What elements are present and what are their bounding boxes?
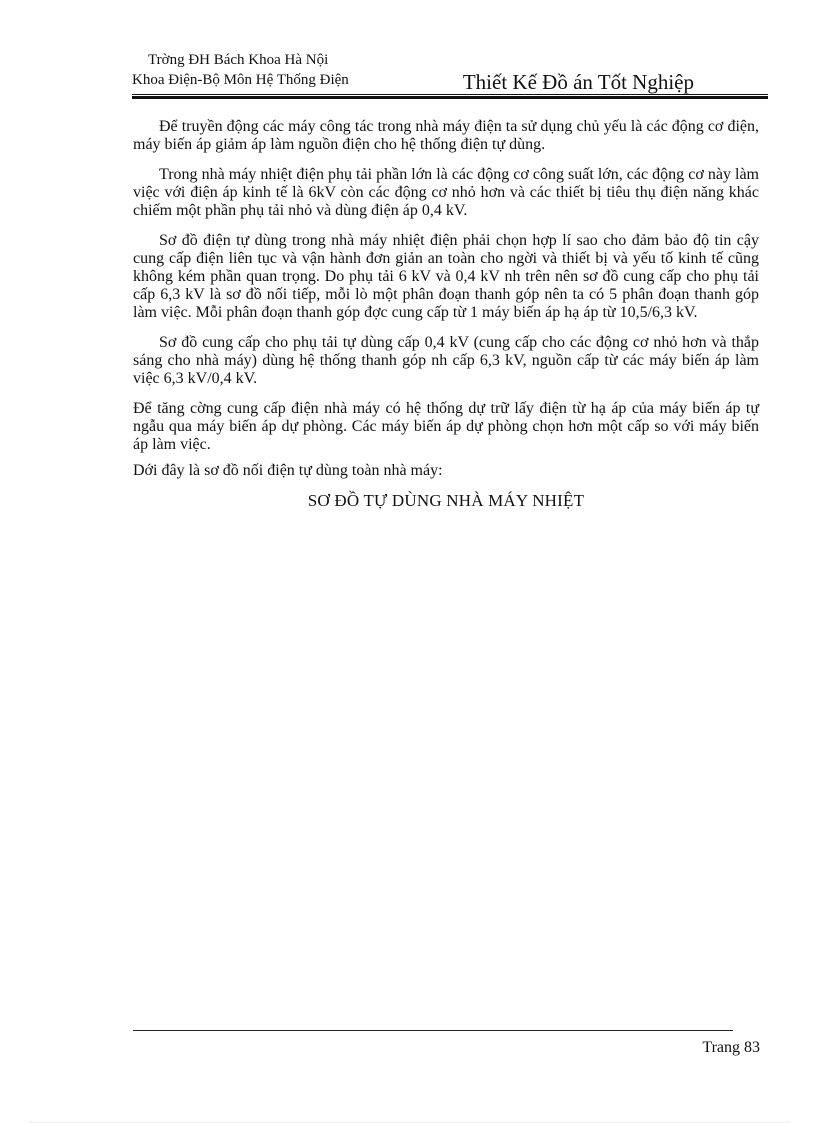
- paragraph: Sơ đồ cung cấp cho phụ tải tự dùng cấp 0,4 kV (cung cấp cho các động cơ nhỏ hơn và thắp sáng cho nhà máy) dùng hệ thống thanh góp nh cấp 6,3 kV, nguồn cấp từ các máy biến áp làm việc 6,3 kV/0,4 kV.: [133, 334, 759, 387]
- school-name: Trờng ĐH Bách Khoa Hà Nội: [148, 52, 329, 68]
- paragraph: Trong nhà máy nhiệt điện phụ tải phần lớn là các động cơ công suất lớn, các động cơ này làm việc với điện áp kinh tế là 6kV còn các động cơ nhỏ hơn và các thiết bị tiêu thụ điện năng khác chiếm một phần phụ tải nhỏ và dùng điện áp 0,4 kV.: [133, 166, 759, 219]
- paragraph: Sơ đồ điện tự dùng trong nhà máy nhiệt điện phải chọn hợp lí sao cho đảm bảo độ tin cậy cung cấp điện liên tục và vận hành đơn giản an toàn cho ngời và thiết bị và yếu tố kinh tế cũng không kém phần quan trọng. Do phụ tải 6 kV và 0,4 kV nh trên nên sơ đồ cung cấp cho phụ tải cấp 6,3 kV là sơ đồ nối tiếp, mỗi lò một phân đoạn thanh góp nên ta có 5 phân đoạn thanh góp làm việc. Mỗi phân đoạn thanh góp đợc cung cấp từ 1 máy biến áp hạ áp từ 10,5/6,3 kV.: [133, 232, 759, 321]
- header-rule-thin: [132, 94, 768, 95]
- paragraph: Để tăng cờng cung cấp điện nhà máy có hệ thống dự trữ lấy điện từ hạ áp của máy biến áp tự ngẫu qua máy biến áp dự phòng. Các máy biến áp dự phòng chọn hơn một cấp so với máy biến áp làm việc.: [133, 400, 759, 453]
- diagram-title: SƠ ĐỒ TỰ DÙNG NHÀ MÁY NHIỆT: [307, 491, 585, 510]
- page-number: Trang 83: [702, 1039, 760, 1056]
- footer-rule: [133, 1030, 733, 1031]
- paragraph: Để truyền động các máy công tác trong nhà máy điện ta sử dụng chủ yếu là các động cơ điện, máy biến áp giảm áp làm nguồn điện cho hệ thống điện tự dùng.: [133, 118, 759, 153]
- body-text: [133, 118, 759, 510]
- department-name: Khoa Điện-Bộ Môn Hệ Thống Điện: [132, 72, 349, 88]
- header-rule-thick: [132, 96, 768, 99]
- document-title: Thiết Kế Đồ án Tốt Nghiệp: [462, 70, 694, 94]
- page-header: [132, 50, 768, 100]
- diagram-intro: Dới đây là sơ đồ nối điện tự dùng toàn nhà máy:: [133, 462, 443, 479]
